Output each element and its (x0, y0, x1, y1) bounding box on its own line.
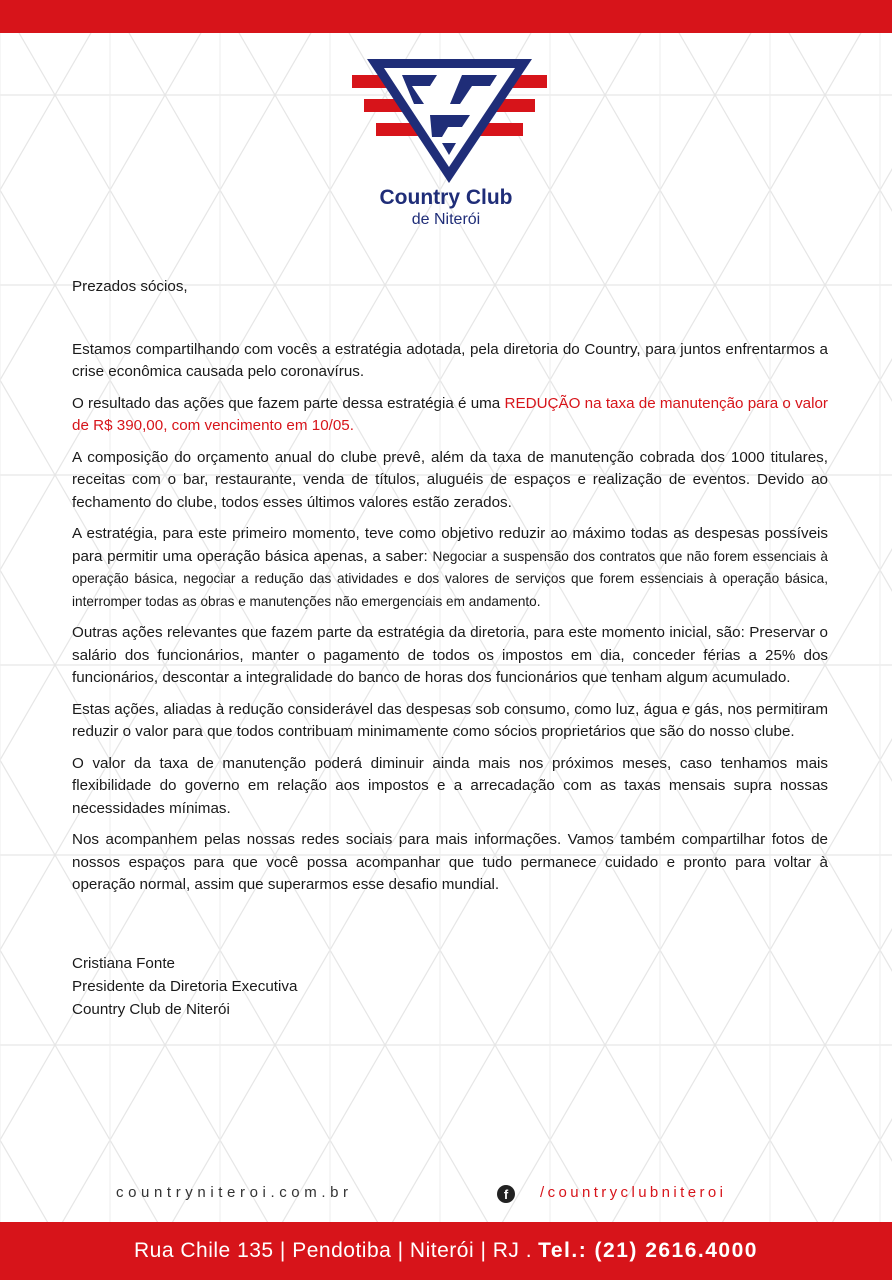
fee-reduction-highlight: REDUÇÃO na taxa de manutenção para o valor de R$ 390,00, com vencimento em 10/05. (72, 394, 828, 434)
address: Rua Chile 135 | Pendotiba | Niterói | RJ . (134, 1239, 533, 1262)
paragraph-3: A composição do orçamento anual do clube prevê, além da taxa de manutenção cobrada dos 1000 titulares, receitas com o bar, restaurante, venda de títulos, aluguéis de espaços e realização de eventos. Devido ao fechamento do clube, todos esses últimos valores estão zerados. (72, 448, 828, 511)
greeting: Prezados sócios, (72, 278, 188, 295)
footer-links (0, 1184, 892, 1206)
signer-name: Cristiana Fonte (72, 954, 175, 972)
signer-organization: Country Club de Niterói (72, 1000, 230, 1018)
paragraph-6: Estas ações, aliadas à redução considerável das despesas sob consumo, como luz, água e gás, nos permitiram reduzir o valor para que todos contribuam minimamente como sócios proprietários que são do nosso clube. (72, 700, 828, 740)
signature-block (72, 952, 828, 1021)
paragraph-2 (72, 393, 828, 438)
paragraph-2-text: O resultado das ações que fazem parte dessa estratégia é uma (72, 394, 505, 412)
top-red-bar (0, 0, 892, 33)
paragraph-7: O valor da taxa de manutenção poderá diminuir ainda mais nos próximos meses, caso tenhamos mais flexibilidade do governo em relação aos impostos e a arrecadação com as taxas mensais supra nossas necessidades mínimas. (72, 754, 828, 817)
website-link[interactable]: countryniteroi.com.br (116, 1184, 353, 1201)
paragraph-4-intro: A estratégia, para este primeiro momento, teve como objetivo reduzir ao máximo todas as despesas possíveis para permitir uma operação básica apenas, a saber: (72, 525, 828, 565)
facebook-handle-link[interactable]: /countryclubniteroi (540, 1184, 727, 1201)
paragraph-5: Outras ações relevantes que fazem parte da estratégia da diretoria, para este momento inicial, são: Preservar o salário dos funcionários, manter o pagamento de todos os impostos em dia, conceder férias a 25% dos funcionários, descontar a integralidade do banco de horas dos funcionários que tenham algum acumulado. (72, 624, 828, 686)
paragraph-1: Estamos compartilhando com vocês a estratégia adotada, pela diretoria do Country, para juntos enfrentarmos a crise econômica causada pelo coronavírus. (72, 340, 828, 380)
letter-body (72, 276, 828, 1021)
facebook-icon[interactable]: f (497, 1185, 515, 1203)
bottom-address-bar (0, 1222, 892, 1280)
paragraph-4-actions: Negociar a suspensão dos contratos que não forem essenciais à operação básica, negociar a redução das atividades e dos valores de serviços que forem essenciais à operação básica, interromper todas as obras e manutenções não emergenciais em andamento. (72, 548, 828, 609)
brand-subtitle: de Niterói (411, 211, 481, 228)
paragraph-8: Nos acompanhem pelas nossas redes sociais para mais informações. Vamos também compartilhar fotos de nossos espaços para que você possa acompanhar que tudo permanece cuidado e pronto para voltar à operação normal, assim que superarmos esse desafio mundial. (72, 831, 828, 893)
signer-role: Presidente da Diretoria Executiva (72, 977, 298, 995)
paragraph-4 (72, 523, 828, 613)
brand-name: Country Club (379, 186, 513, 209)
phone-number: Tel.: (21) 2616.4000 (538, 1239, 758, 1262)
